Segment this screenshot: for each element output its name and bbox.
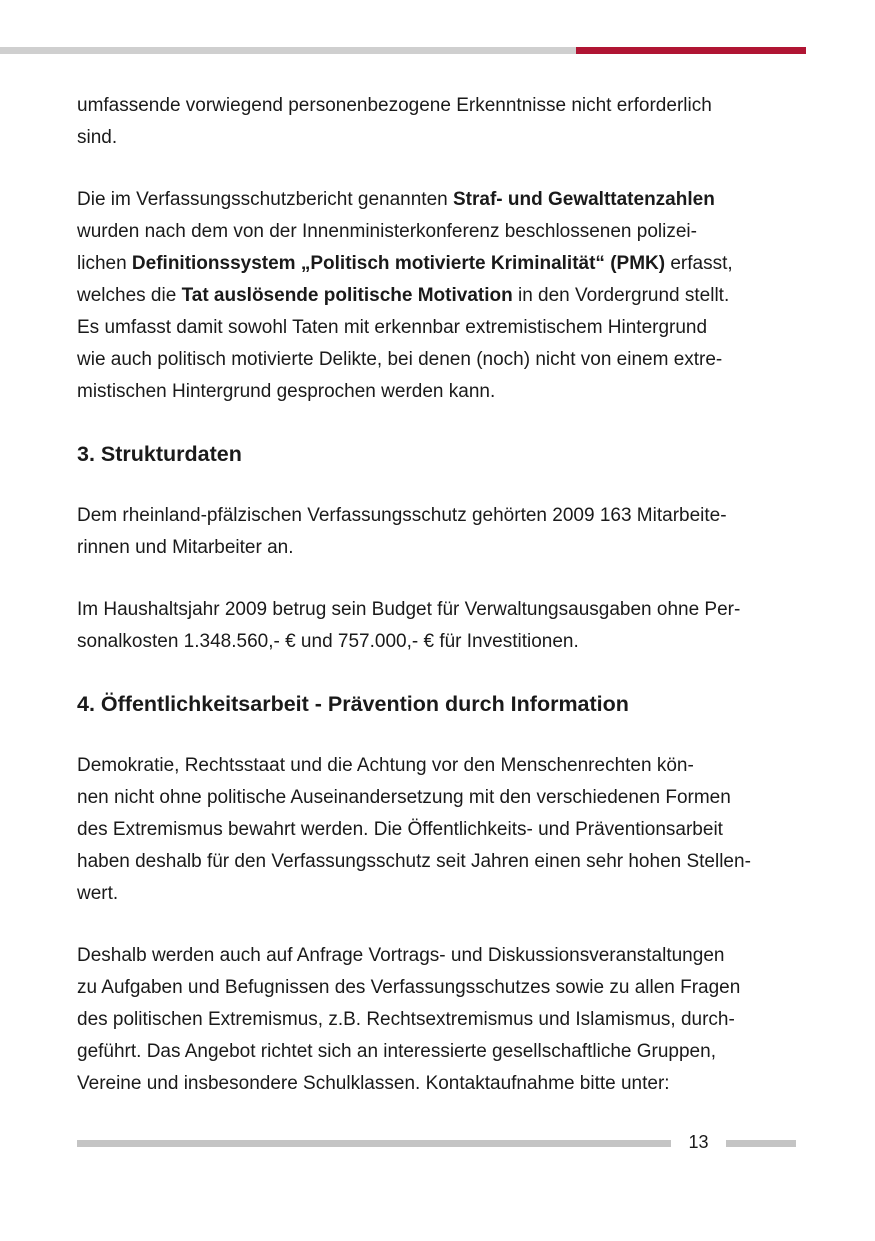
header-rule-accent [576, 47, 806, 54]
line: wurden nach dem von der Innenministerkonferenz beschlossenen polizei- [77, 221, 697, 242]
line: mistischen Hintergrund gesprochen werden kann. [77, 381, 496, 402]
paragraph-staff [77, 500, 807, 564]
footer-rule-right [726, 1140, 796, 1147]
page-number: 13 [688, 1132, 709, 1152]
paragraph-intro-continuation [77, 90, 807, 154]
line: Dem rheinland-pfälzischen Verfassungsschutz gehörten 2009 163 Mitarbeite- [77, 505, 727, 526]
line: geführt. Das Angebot richtet sich an interessierte gesellschaftliche Gruppen, [77, 1041, 716, 1062]
line: zu Aufgaben und Befugnissen des Verfassungsschutzes sowie zu allen Fragen [77, 977, 741, 998]
line: Demokratie, Rechtsstaat und die Achtung vor den Menschenrechten kön- [77, 755, 694, 776]
line: haben deshalb für den Verfassungsschutz seit Jahren einen sehr hohen Stellen- [77, 851, 751, 872]
line: Es umfasst damit sowohl Taten mit erkennbar extremistischem Hintergrund [77, 317, 708, 338]
line-part: erfasst, [665, 253, 733, 274]
line-part: in den Vordergrund stellt. [512, 285, 730, 306]
line: des politischen Extremismus, z.B. Rechtsextremismus und Islamismus, durch- [77, 1009, 735, 1030]
line: des Extremismus bewahrt werden. Die Öffentlichkeits- und Präventionsarbeit [77, 819, 723, 840]
line: wert. [77, 883, 119, 904]
header-rule-gray [0, 47, 576, 54]
line-part: lichen [77, 253, 132, 274]
line: Im Haushaltsjahr 2009 betrug sein Budget für Verwaltungsausgaben ohne Per- [77, 599, 741, 620]
paragraph-budget [77, 594, 807, 658]
bold-term: Definitionssystem „Politisch motivierte Kriminalität“ (PMK) [131, 253, 666, 274]
line-part: Die im Verfassungsschutzbericht genannten [77, 189, 453, 210]
line: umfassende vorwiegend personenbezogene Erkenntnisse nicht erforderlich [77, 95, 712, 116]
bold-term: Straf- und Gewalttatenzahlen [453, 189, 715, 210]
line: nen nicht ohne politische Auseinandersetzung mit den verschiedenen Formen [77, 787, 731, 808]
bold-term: Tat auslösende politische Motivation [181, 285, 513, 306]
paragraph-pmk [77, 184, 807, 408]
line: sind. [77, 127, 118, 148]
line: Deshalb werden auch auf Anfrage Vortrags- und Diskussionsveranstaltungen [77, 945, 725, 966]
section-heading-strukturdaten: 3. Strukturdaten [77, 442, 242, 466]
section-heading-oeffentlichkeitsarbeit: 4. Öffentlichkeitsarbeit - Prävention durch Information [77, 692, 629, 716]
line: rinnen und Mitarbeiter an. [77, 537, 294, 558]
paragraph-democracy [77, 750, 807, 910]
line-part: welches die [77, 285, 182, 306]
line: sonalkosten 1.348.560,- € und 757.000,- € für Investitionen. [77, 631, 579, 652]
page-content [77, 90, 807, 1100]
paragraph-events [77, 940, 807, 1100]
line: Vereine und insbesondere Schulklassen. Kontaktaufnahme bitte unter: [77, 1073, 670, 1094]
line: wie auch politisch motivierte Delikte, bei denen (noch) nicht von einem extre- [77, 349, 723, 370]
footer-rule-left [77, 1140, 671, 1147]
